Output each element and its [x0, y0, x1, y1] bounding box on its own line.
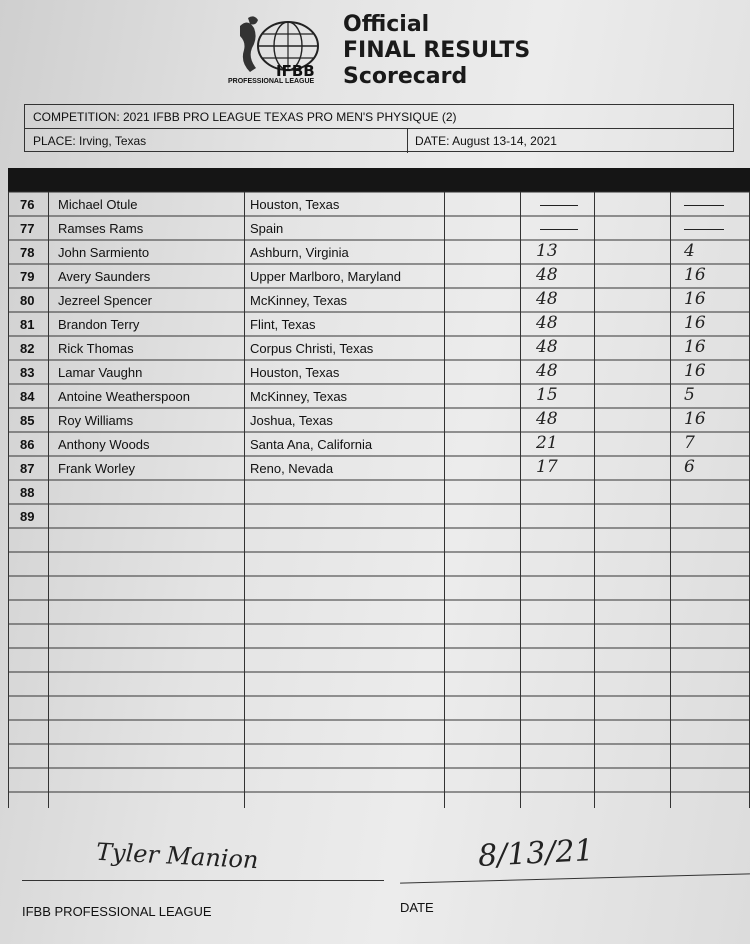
competitor-number: 77	[20, 221, 35, 236]
scorecard-title	[343, 12, 530, 90]
competitor-number: 85	[20, 413, 35, 428]
table-header-bar	[8, 168, 750, 192]
competitor-number: 83	[20, 365, 35, 380]
competitor-name: Michael Otule	[58, 197, 138, 212]
competitor-location: Houston, Texas	[250, 197, 340, 212]
signed-date: 8/13/21	[477, 832, 595, 875]
handwritten-place: 16	[684, 337, 706, 357]
handwritten-score: 48	[536, 313, 558, 333]
competitor-name: John Sarmiento	[58, 245, 150, 260]
competitor-name: Avery Saunders	[58, 269, 151, 284]
date-line	[400, 873, 750, 883]
results-table	[8, 168, 750, 808]
competitor-location: Corpus Christi, Texas	[250, 341, 374, 356]
competitor-location: Houston, Texas	[250, 365, 340, 380]
competitor-location: McKinney, Texas	[250, 389, 348, 404]
competition-text: COMPETITION: 2021 IFBB PRO LEAGUE TEXAS PRO MEN'S PHYSIQUE (2)	[33, 110, 457, 124]
competitor-location: Santa Ana, California	[250, 437, 373, 452]
handwritten-score: 21	[536, 433, 558, 453]
competitor-location: McKinney, Texas	[250, 293, 348, 308]
handwritten-score: 48	[536, 361, 558, 381]
handwritten-place: 5	[684, 385, 695, 405]
competitor-location: Joshua, Texas	[250, 413, 333, 428]
competitor-number: 89	[20, 509, 35, 524]
handwritten-place: 6	[684, 457, 695, 477]
info-divider	[407, 129, 408, 153]
handwritten-place: 16	[684, 265, 706, 285]
competitor-location: Reno, Nevada	[250, 461, 334, 476]
competitor-number: 81	[20, 317, 35, 332]
competitor-number: 86	[20, 437, 35, 452]
handwritten-score: 48	[536, 265, 558, 285]
place-text: PLACE: Irving, Texas	[33, 134, 147, 148]
competitor-name: Brandon Terry	[58, 317, 140, 332]
handwritten-score: 48	[536, 337, 558, 357]
competitor-name: Anthony Woods	[58, 437, 150, 452]
competitor-location: Spain	[250, 221, 284, 236]
competitor-name: Roy Williams	[58, 413, 134, 428]
ifbb-logo	[226, 12, 332, 88]
handwritten-place: 16	[684, 361, 706, 381]
competitor-name: Lamar Vaughn	[58, 365, 143, 380]
signature-line	[22, 880, 384, 881]
competitor-number: 78	[20, 245, 35, 260]
handwritten-score: 17	[536, 457, 558, 477]
competitor-number: 82	[20, 341, 35, 356]
place-dash	[684, 229, 724, 230]
date-text: DATE: August 13-14, 2021	[415, 134, 557, 148]
score-dash	[540, 205, 578, 206]
place-dash	[684, 205, 724, 206]
competitor-location: Ashburn, Virginia	[250, 245, 349, 260]
handwritten-score: 48	[536, 289, 558, 309]
competitor-location: Flint, Texas	[250, 317, 316, 332]
competitor-name: Antoine Weatherspoon	[58, 389, 191, 404]
signature-label: IFBB PROFESSIONAL LEAGUE	[22, 904, 212, 919]
competitor-name: Frank Worley	[58, 461, 136, 476]
competitor-name: Ramses Rams	[58, 221, 144, 236]
competition-row	[25, 105, 733, 129]
handwritten-score: 15	[536, 385, 558, 405]
title-line-2: FINAL RESULTS	[343, 38, 531, 63]
handwritten-place: 4	[684, 241, 695, 261]
competitor-name: Rick Thomas	[58, 341, 134, 356]
results-grid-lines	[8, 168, 750, 808]
competitor-number: 79	[20, 269, 35, 284]
date-label: DATE	[400, 900, 434, 915]
competitor-number: 88	[20, 485, 35, 500]
logo-ifbb-text: IFBB	[276, 62, 315, 80]
logo-league-text: PROFESSIONAL LEAGUE	[228, 78, 315, 85]
handwritten-score: 48	[536, 409, 558, 429]
competitor-number: 87	[20, 461, 35, 476]
title-line-3: Scorecard	[343, 64, 468, 89]
handwritten-place: 16	[684, 409, 706, 429]
official-signature: Tyler Manion	[95, 837, 260, 875]
handwritten-place: 16	[684, 313, 706, 333]
competitor-location: Upper Marlboro, Maryland	[250, 269, 402, 284]
score-dash	[540, 229, 578, 230]
handwritten-place: 7	[684, 433, 695, 453]
handwritten-score: 13	[536, 241, 558, 261]
competitor-number: 84	[20, 389, 35, 404]
competitor-number: 80	[20, 293, 35, 308]
competitor-number: 76	[20, 197, 35, 212]
handwritten-place: 16	[684, 289, 706, 309]
title-line-1: Official	[343, 12, 430, 37]
competition-info-box	[24, 104, 734, 152]
competitor-name: Jezreel Spencer	[58, 293, 152, 308]
